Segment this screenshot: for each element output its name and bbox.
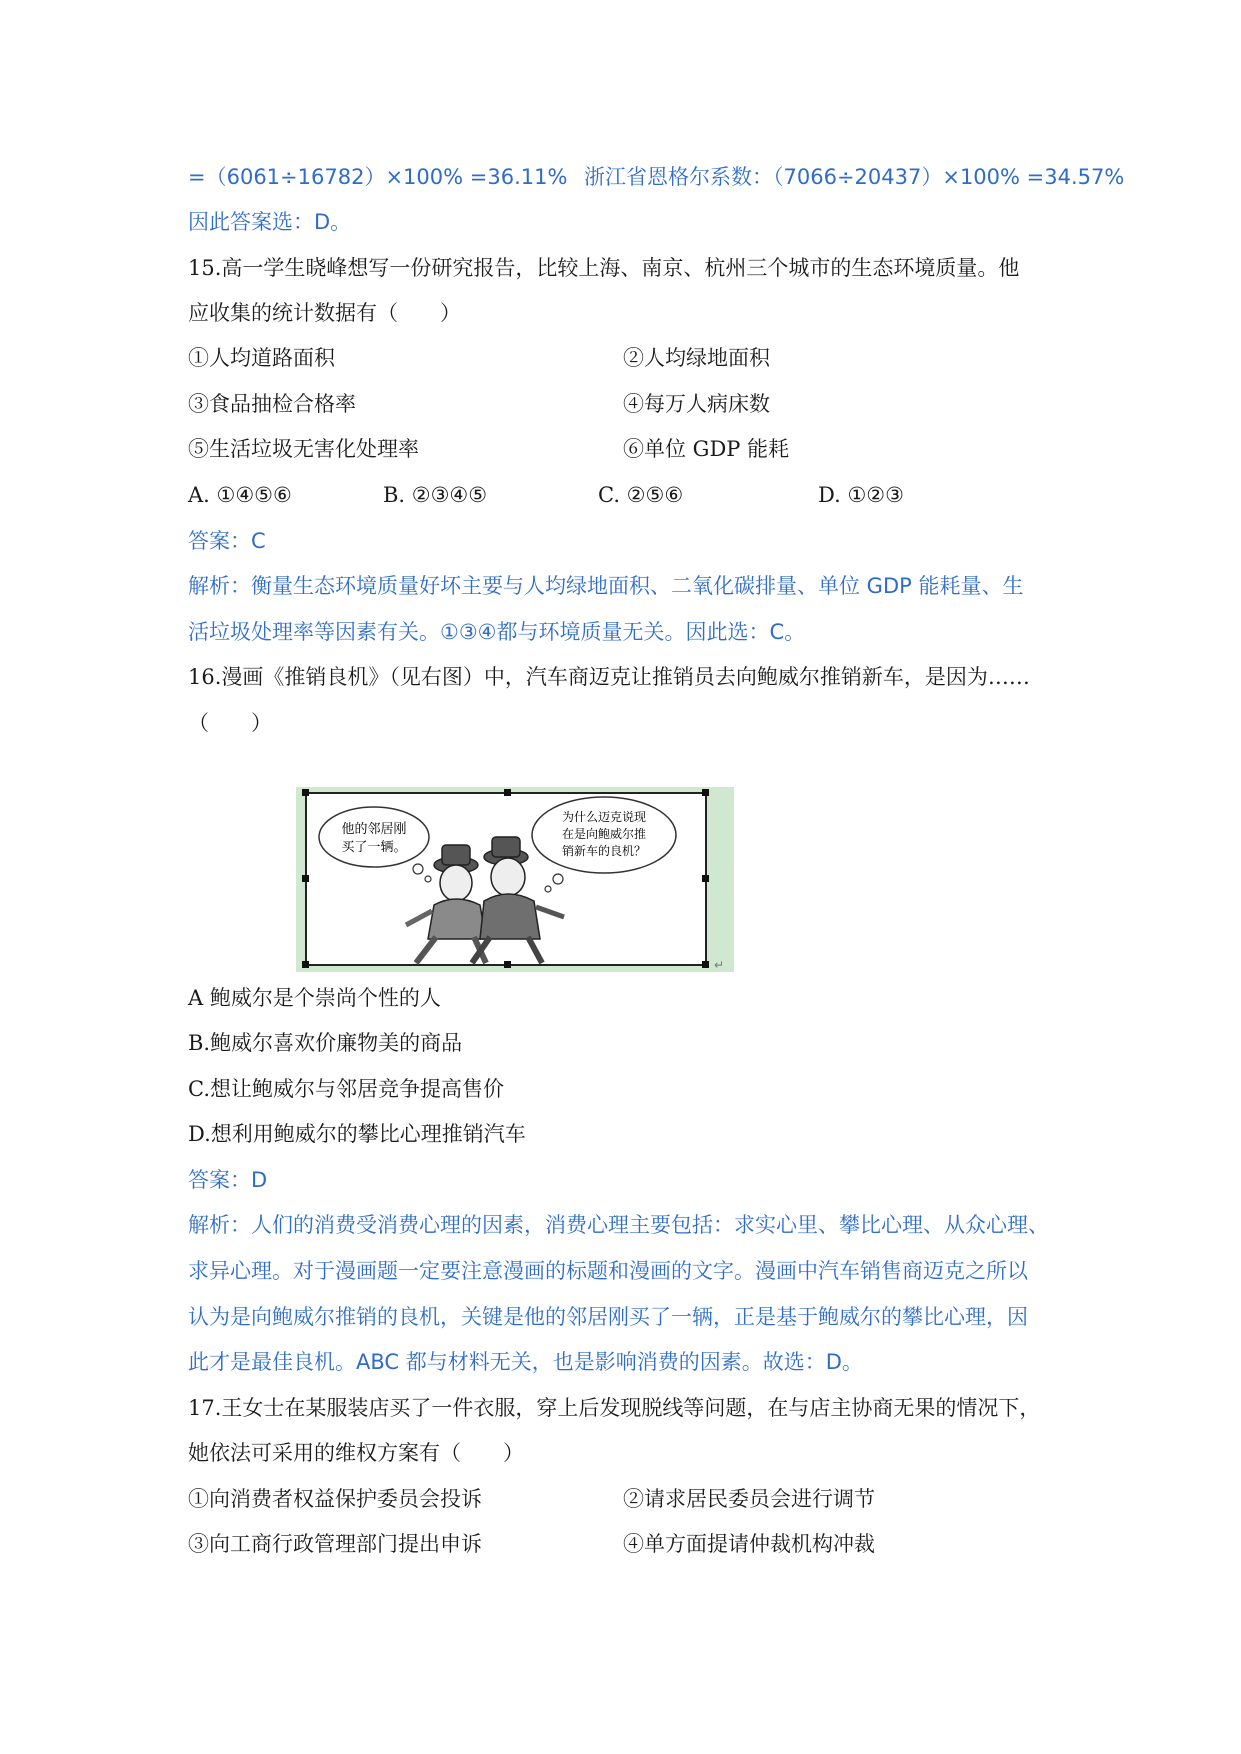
q16-analysis-line1: 解析：人们的消费受消费心理的因素，消费心理主要包括：求实心里、攀比心理、从众心理、 (188, 1213, 1049, 1237)
resize-handle-bl[interactable] (302, 961, 309, 968)
right-bubble-text-1: 为什么迈克说现 (561, 810, 647, 824)
q15-stem-line2: 应收集的统计数据有（ ） (188, 301, 461, 325)
q16-stem-line1: 16.漫画《推销良机》（见右图）中，汽车商迈克让推销员去向鲍威尔推销新车，是因为…… (188, 665, 1030, 689)
q15-item-1: ①人均道路面积 (188, 346, 335, 370)
cartoon-drawing (296, 787, 734, 972)
q17-stem-line2: 她依法可采用的维权方案有（ ） (188, 1441, 524, 1465)
q16-analysis-line3: 认为是向鲍威尔推销的良机，关键是他的邻居刚买了一辆，正是基于鲍威尔的攀比心理，因 (188, 1305, 1028, 1329)
q15-analysis-line1: 解析：衡量生态环境质量好坏主要与人均绿地面积、二氧化碳排量、单位 GDP 能耗量、生 (188, 574, 1024, 598)
q17-item-2: ②请求居民委员会进行调节 (623, 1487, 875, 1511)
resize-handle-b[interactable] (504, 961, 511, 968)
q16-option-c: C.想让鲍威尔与邻居竞争提高售价 (188, 1077, 504, 1101)
q17-item-4: ④单方面提请仲裁机构冲裁 (623, 1532, 875, 1556)
q17-items-row2 (188, 1529, 1088, 1559)
q16-option-b: B.鲍威尔喜欢价廉物美的商品 (188, 1031, 463, 1055)
q17-items-row1 (188, 1484, 1088, 1514)
q16-answer: 答案：D (188, 1168, 268, 1192)
resize-handle-tr[interactable] (702, 789, 709, 796)
right-bubble-text-3: 销新车的良机？ (561, 844, 647, 858)
q15-option-d: D. ①②③ (818, 483, 904, 507)
q15-items-row3 (188, 434, 1088, 464)
q15-answer: 答案：C (188, 529, 266, 553)
q15-item-5: ⑤生活垃圾无害化处理率 (188, 437, 419, 461)
q15-item-6: ⑥单位 GDP 能耗 (623, 437, 790, 461)
q15-items-row1 (188, 343, 1088, 373)
q17-item-3: ③向工商行政管理部门提出申诉 (188, 1532, 482, 1556)
formula-right: 浙江省恩格尔系数：（7066÷20437）×100% =34.57% (584, 165, 1125, 189)
q17-item-1: ①向消费者权益保护委员会投诉 (188, 1487, 482, 1511)
right-bubble-text-2: 在是向鲍威尔推 (561, 827, 647, 841)
cartoon-image[interactable] (296, 787, 734, 972)
q17-stem-line1: 17.王女士在某服装店买了一件衣服，穿上后发现脱线等问题，在与店主协商无果的情况下， (188, 1396, 1041, 1420)
q15-option-b: B. ②③④⑤ (383, 483, 488, 507)
resize-handle-l[interactable] (302, 875, 309, 882)
resize-handle-r[interactable] (702, 875, 709, 882)
resize-handle-br[interactable] (702, 961, 709, 968)
left-bubble-text-1: 他的邻居刚 (341, 822, 407, 837)
q15-option-c: C. ②⑤⑥ (598, 483, 684, 507)
left-speech-bubble (319, 807, 429, 867)
q15-analysis-line2: 活垃圾处理率等因素有关。①③④都与环境质量无关。因此选：C。 (188, 620, 806, 644)
paragraph-mark-icon: ↵ (714, 958, 725, 972)
conclusion-text: 因此答案选：D。 (188, 210, 352, 234)
q15-option-a: A. ①④⑤⑥ (188, 483, 292, 507)
resize-handle-t[interactable] (504, 789, 511, 796)
q15-items-row2 (188, 389, 1088, 419)
q16-stem-line2: （ ） (188, 711, 272, 735)
q16-option-a: A 鲍威尔是个崇尚个性的人 (188, 986, 441, 1010)
resize-handle-tl[interactable] (302, 789, 309, 796)
q15-item-3: ③食品抽检合格率 (188, 392, 356, 416)
formula-line (188, 162, 1125, 192)
q16-option-d: D.想利用鲍威尔的攀比心理推销汽车 (188, 1122, 526, 1146)
q15-item-4: ④每万人病床数 (623, 392, 770, 416)
left-bubble-text-2: 买了一辆。 (341, 840, 407, 855)
q15-stem-line1: 15.高一学生晓峰想写一份研究报告，比较上海、南京、杭州三个城市的生态环境质量。他 (188, 256, 1020, 280)
q16-analysis-line4: 此才是最佳良机。ABC 都与材料无关，也是影响消费的因素。故选：D。 (188, 1350, 863, 1374)
formula-left: =（6061÷16782）×100% =36.11% (188, 165, 568, 189)
q15-item-2: ②人均绿地面积 (623, 346, 770, 370)
q16-analysis-line2: 求异心理。对于漫画题一定要注意漫画的标题和漫画的文字。漫画中汽车销售商迈克之所以 (188, 1259, 1028, 1283)
